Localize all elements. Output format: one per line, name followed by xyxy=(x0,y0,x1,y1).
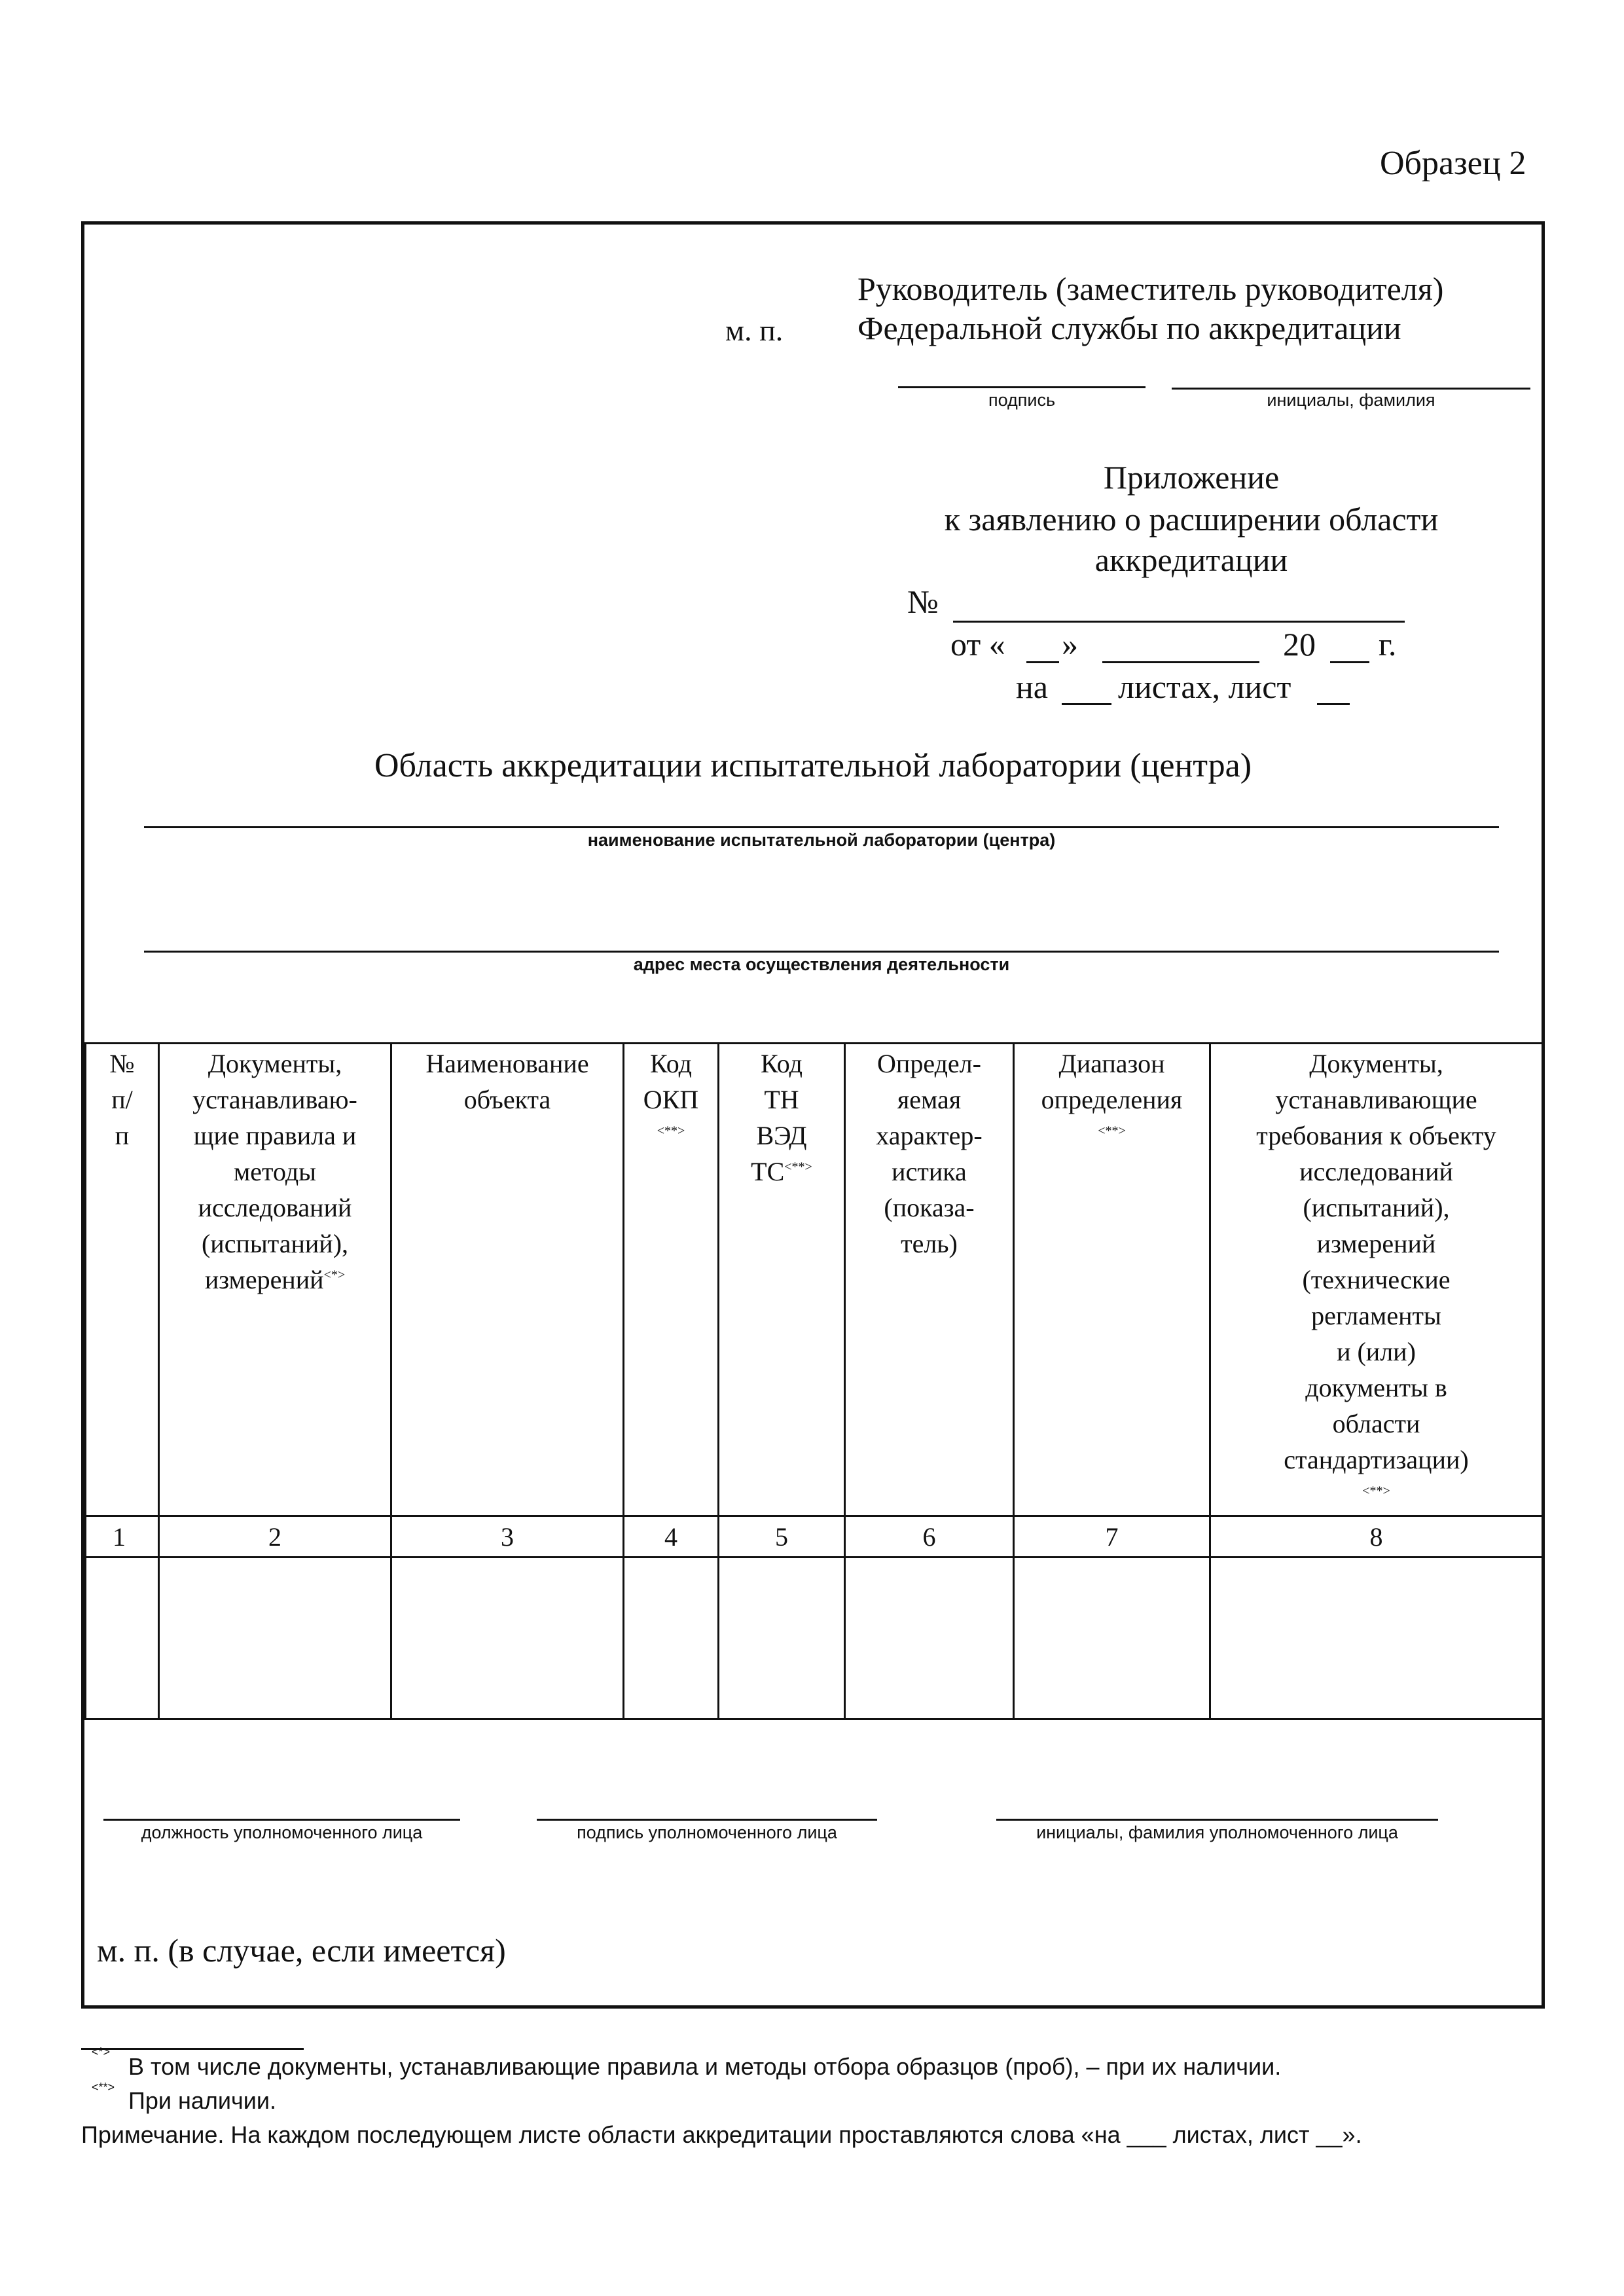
column-number: 5 xyxy=(719,1516,845,1558)
table-cell[interactable] xyxy=(719,1558,845,1719)
name-line xyxy=(996,1819,1438,1821)
footnote-1-text: В том числе документы, устанавливающие правила и методы отбора образцов (проб), – при их наличии. xyxy=(128,2053,1282,2080)
head-name-line xyxy=(1172,388,1530,390)
footnote-separator xyxy=(81,2048,304,2050)
signature-caption: подпись уполномоченного лица xyxy=(577,1823,837,1842)
name-caption: инициалы, фамилия уполномоченного лица xyxy=(1036,1823,1398,1842)
footnote-2-text: При наличии. xyxy=(128,2087,277,2114)
header-cell xyxy=(86,1044,159,1516)
appendix-line3: аккредитации xyxy=(1094,541,1288,578)
header-cell xyxy=(719,1044,845,1516)
table-cell[interactable] xyxy=(1014,1558,1210,1719)
appendix-line2: к заявлению о расширении области xyxy=(944,501,1439,538)
head-signature-line xyxy=(898,386,1146,388)
table-cell[interactable] xyxy=(86,1558,159,1719)
header-cell xyxy=(845,1044,1014,1516)
column-number: 4 xyxy=(624,1516,719,1558)
footnote-ref: <**> xyxy=(1098,1123,1126,1139)
header-text: Документы, устанавливающие требования к объекту исследований (испытаний), измерений (технические регламенты и (или) документы в области стандартизации) xyxy=(1256,1049,1496,1474)
head-title-line2: Федеральной службы по аккредитации xyxy=(857,310,1401,346)
table-cell[interactable] xyxy=(159,1558,391,1719)
appendix-year-line xyxy=(1330,661,1369,663)
appendix-year-suffix: г. xyxy=(1379,626,1397,663)
appendix-number-label: № xyxy=(907,583,939,620)
header-cell xyxy=(391,1044,624,1516)
appendix-sheets-on: на xyxy=(1016,668,1048,705)
header-text: Диапазон определения xyxy=(1041,1049,1183,1114)
table-row xyxy=(86,1558,1543,1719)
appendix-month-line xyxy=(1102,661,1259,663)
footnote-ref: <**> xyxy=(784,1159,812,1175)
header-text: № п/ п xyxy=(109,1049,135,1150)
header-text: Наименование объекта xyxy=(425,1049,589,1114)
column-number: 7 xyxy=(1014,1516,1210,1558)
stamp-mark: м. п. xyxy=(725,314,784,347)
appendix-title: Приложение xyxy=(1103,459,1280,496)
head-name-caption: инициалы, фамилия xyxy=(1267,390,1435,410)
head-title-line1: Руководитель (заместитель руководителя) xyxy=(857,270,1444,307)
stamp-note: м. п. (в случае, если имеется) xyxy=(97,1932,506,1969)
footnote-ref: <*> xyxy=(323,1267,346,1283)
table-cell[interactable] xyxy=(391,1558,624,1719)
address-caption: адрес места осуществления деятельности xyxy=(633,955,1010,974)
column-number: 3 xyxy=(391,1516,624,1558)
appendix-date-close: » xyxy=(1062,626,1078,663)
header-cell xyxy=(1210,1044,1543,1516)
footnote-1-mark: <*> xyxy=(92,2045,111,2058)
appendix-date-from: от « xyxy=(950,626,1005,663)
address-line xyxy=(144,951,1499,953)
appendix-number-line xyxy=(953,621,1405,623)
table-cell[interactable] xyxy=(845,1558,1014,1719)
column-number: 1 xyxy=(86,1516,159,1558)
footnote-2-mark: <**> xyxy=(92,2081,115,2094)
header-text: Определ- яемая характер- истика (показа- тель) xyxy=(876,1049,983,1258)
column-number: 8 xyxy=(1210,1516,1543,1558)
head-signature-caption: подпись xyxy=(988,390,1056,410)
sample-label: Образец 2 xyxy=(1380,145,1526,182)
appendix-year-prefix: 20 xyxy=(1283,626,1316,663)
position-caption: должность уполномоченного лица xyxy=(141,1823,423,1842)
table-cell[interactable] xyxy=(1210,1558,1543,1719)
column-number-row xyxy=(86,1516,1543,1558)
column-number: 6 xyxy=(845,1516,1014,1558)
table-cell[interactable] xyxy=(624,1558,719,1719)
footnote-ref: <**> xyxy=(657,1123,685,1139)
column-number: 2 xyxy=(159,1516,391,1558)
appendix-sheet-number-line xyxy=(1317,703,1350,705)
header-text: Документы, устанавливаю- щие правила и методы исследований (испытаний), измерений xyxy=(192,1049,357,1294)
header-cell xyxy=(1014,1044,1210,1516)
table-header-row xyxy=(86,1044,1543,1516)
position-line xyxy=(103,1819,460,1821)
header-text: Код ОКП xyxy=(643,1049,699,1114)
header-cell xyxy=(159,1044,391,1516)
header-cell xyxy=(624,1044,719,1516)
appendix-sheets-text: листах, лист xyxy=(1118,668,1291,705)
lab-name-caption: наименование испытательной лаборатории (центра) xyxy=(587,830,1056,850)
footnote-note: Примечание. На каждом последующем листе области аккредитации проставляются слова «на ___ листах, лист __». xyxy=(81,2121,1362,2148)
appendix-day-line xyxy=(1026,661,1059,663)
header-text: Код ТН ВЭД ТС xyxy=(751,1049,807,1186)
appendix-sheets-count-line xyxy=(1062,703,1111,705)
footnote-ref: <**> xyxy=(1362,1484,1390,1499)
accreditation-scope-table xyxy=(84,1042,1543,1720)
lab-name-line xyxy=(144,826,1499,828)
signature-line xyxy=(537,1819,877,1821)
section-title: Область аккредитации испытательной лаборатории (центра) xyxy=(374,747,1252,784)
